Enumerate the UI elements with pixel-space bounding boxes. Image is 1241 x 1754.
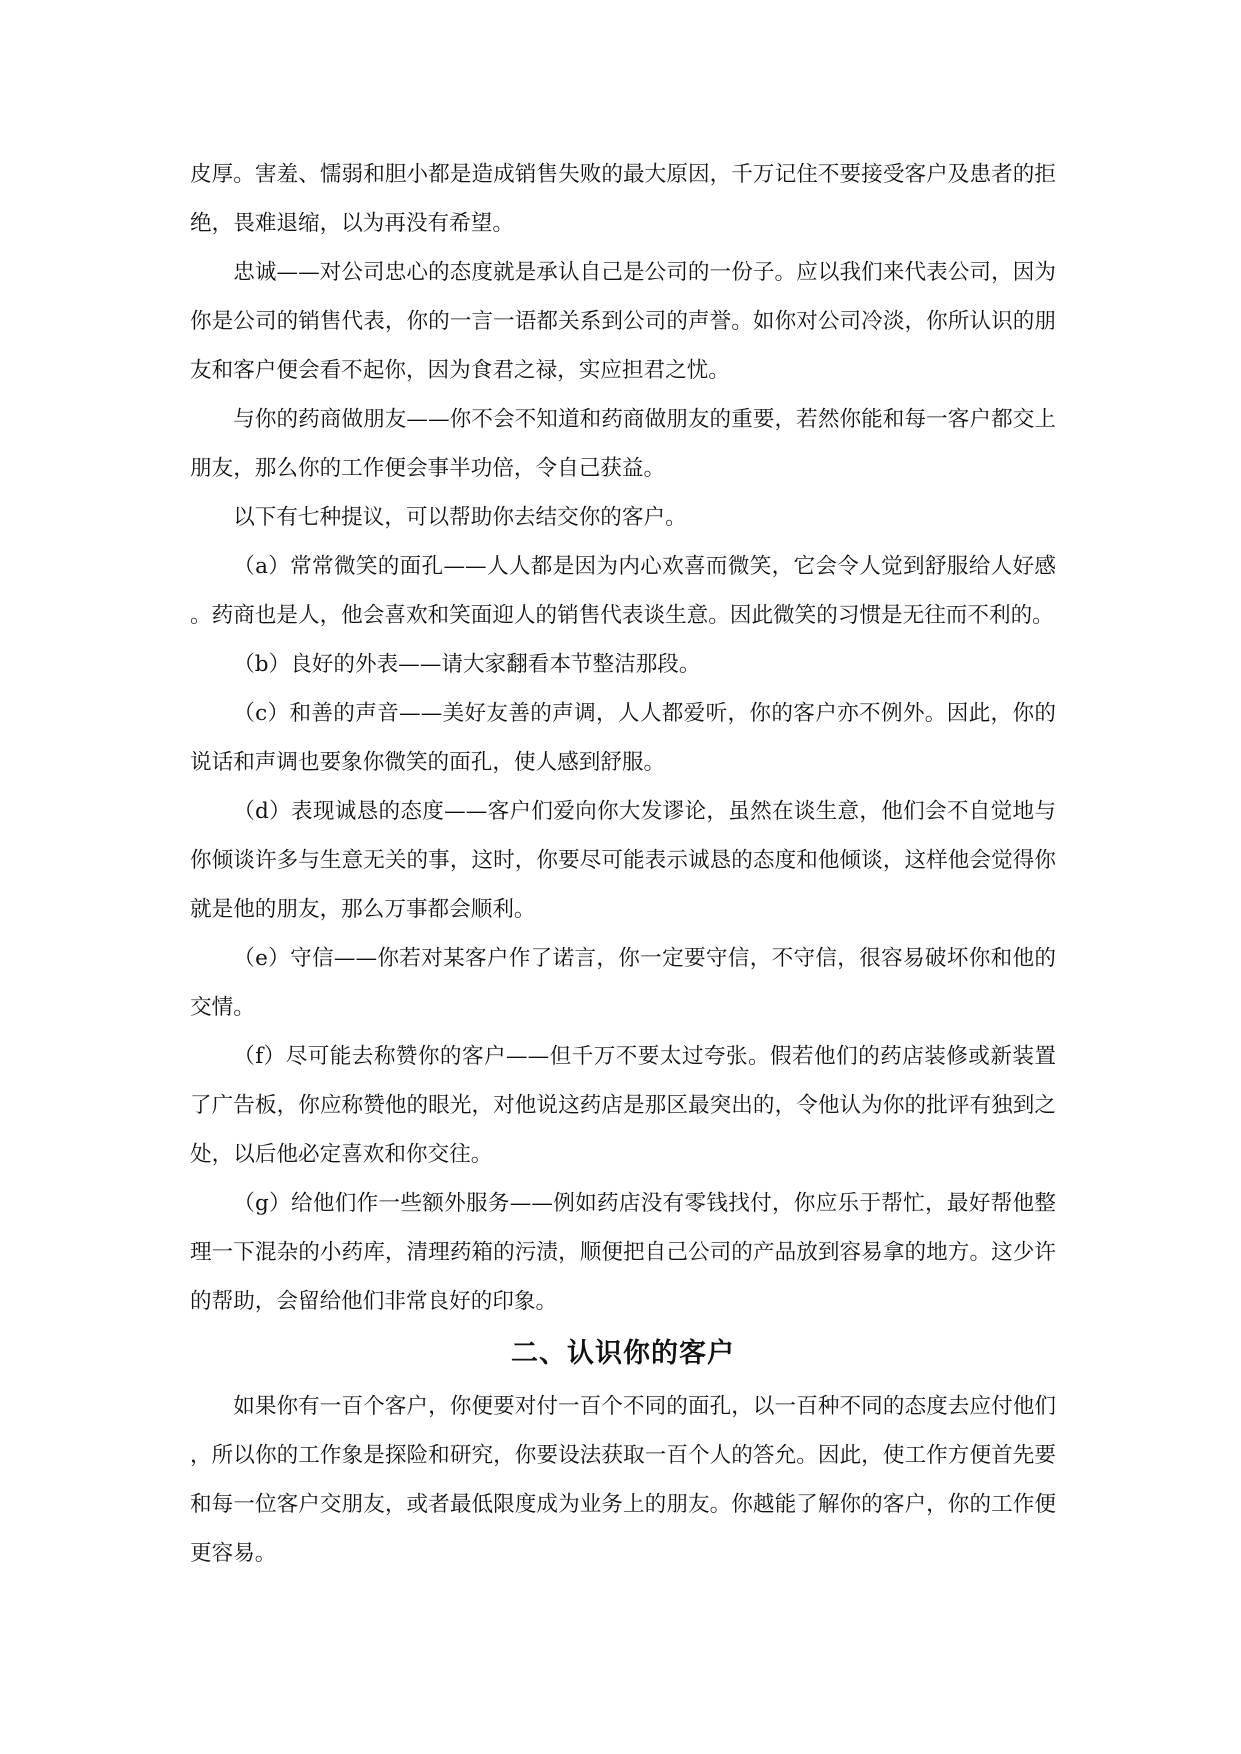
paragraph-seven-suggestions-intro: 以下有七种提议，可以帮助你去结交你的客户。 xyxy=(233,505,687,530)
list-item-d-sincerity: （d）表现诚恳的态度——客户们爱向你大发谬论，虽然在谈生意，他们会不自觉地与你倾谈许多与生意无关的事，这时，你要尽可能表示诚恳的态度和他倾谈，这样他会觉得你就是他的朋友，那么万事都会顺利。 xyxy=(190,799,1056,922)
list-item-e-trust: （e）守信——你若对某客户作了诺言，你一定要守信，不守信，很容易破坏你和他的交情。 xyxy=(190,946,1056,1020)
section-heading: 二、认识你的客户 xyxy=(511,1338,735,1369)
document-page xyxy=(190,150,1056,1578)
paragraph-continuation: 皮厚。害羞、懦弱和胆小都是造成销售失败的最大原因，千万记住不要接受客户及患者的拒绝，畏难退缩，以为再没有希望。 xyxy=(190,162,1056,236)
list-item-c-voice: （c）和善的声音——美好友善的声调，人人都爱听，你的客户亦不例外。因此，你的说话和声调也要象你微笑的面孔，使人感到舒服。 xyxy=(190,701,1056,775)
list-item-g-extra-service: （g）给他们作一些额外服务——例如药店没有零钱找付，你应乐于帮忙，最好帮他整理一下混杂的小药库，清理药箱的污渍，顺便把自己公司的产品放到容易拿的地方。这少许的帮助，会留给他们非常良好的印象。 xyxy=(190,1191,1056,1314)
paragraph-know-customers: 如果你有一百个客户，你便要对付一百个不同的面孔，以一百种不同的态度去应付他们，所以你的工作象是探险和研究，你要设法获取一百个人的答允。因此，使工作方便首先要和每一位客户交朋友，或者最低限度成为业务上的朋友。你越能了解你的客户，你的工作便更容易。 xyxy=(190,1394,1056,1566)
paragraph-loyalty: 忠诚——对公司忠心的态度就是承认自己是公司的一份子。应以我们来代表公司，因为你是公司的销售代表，你的一言一语都关系到公司的声誉。如你对公司冷淡，你所认识的朋友和客户便会看不起你，因为食君之禄，实应担君之忧。 xyxy=(190,260,1056,383)
list-item-f-praise: （f）尽可能去称赞你的客户——但千万不要太过夸张。假若他们的药店装修或新装置了广告板，你应称赞他的眼光，对他说这药店是那区最突出的，令他认为你的批评有独到之处，以后他必定喜欢和你交往。 xyxy=(190,1044,1056,1167)
list-item-a-smile: （a）常常微笑的面孔——人人都是因为内心欢喜而微笑，它会令人觉到舒服给人好感。药商也是人，他会喜欢和笑面迎人的销售代表谈生意。因此微笑的习惯是无往而不利的。 xyxy=(190,554,1056,628)
paragraph-befriend-dealers: 与你的药商做朋友——你不会不知道和药商做朋友的重要，若然你能和每一客户都交上朋友，那么你的工作便会事半功倍，令自己获益。 xyxy=(190,407,1056,481)
list-item-b-appearance: （b）良好的外表——请大家翻看本节整洁那段。 xyxy=(233,652,701,677)
